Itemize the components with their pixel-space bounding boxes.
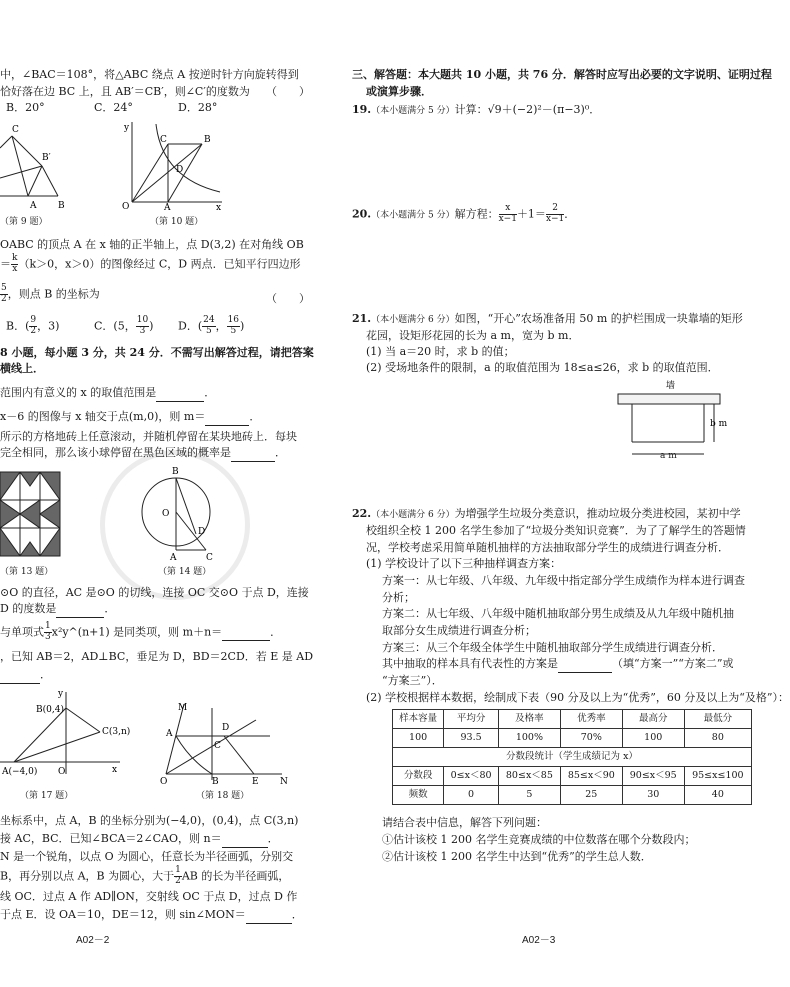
q21-line2: 花园，设矩形花园的长为 a m，宽为 b m． (366, 329, 580, 342)
table-cell: 频数 (393, 786, 444, 805)
q14-line2: D 的度数是 ． (0, 600, 115, 618)
q22-choice-line1: 其中抽取的样本具有代表性的方案是 （填“方案一”“方案二”或 (382, 655, 734, 673)
fig14-label-d: D (198, 527, 206, 537)
fig10-label-o: O (122, 202, 130, 210)
table-cell: 80≤x＜85 (498, 767, 560, 786)
table-cell: 40 (684, 786, 751, 805)
fig10-label-y: y (124, 123, 130, 133)
q10-stem-line3: $\frac{5}{2}$ ，则点 B 的坐标为 (1, 283, 100, 304)
fig9-label-b: B (58, 201, 65, 210)
figure-14-caption: （第 14 题） (158, 567, 212, 577)
q10-option-d: D．( $\frac{24}{5}$ ， $\frac{16}{5}$ ) (178, 315, 245, 336)
table-row (393, 710, 752, 729)
fig17-label-y: y (58, 689, 64, 699)
fig14-label-o: O (162, 509, 170, 519)
table-cell: 85≤x＜90 (560, 767, 622, 786)
fig9-label-c: C (12, 125, 19, 135)
q21-part2: (2) 受场地条件的限制，a 的取值范围为 18≤a≤26，求 b 的取值范围． (366, 361, 719, 374)
q10-stem-line1: OABC 的顶点 A 在 x 轴的正半轴上，点 D(3,2) 在对角线 OB (0, 238, 304, 251)
q16-line1: ，已知 AB＝2，AD⊥BC，垂足为 D，BD＝2CD．若 E 是 AD (0, 650, 314, 663)
fig10-label-x: x (216, 203, 222, 210)
figure-18-caption: （第 18 题） (196, 791, 250, 801)
table-cell: 90≤x＜95 (622, 767, 684, 786)
section-2-heading-line2: 横线上． (0, 362, 44, 375)
q22-part2: (2) 学校根据样本数据，绘制成下表（90 分及以上为“优秀”，60 分及以上为“及格”）： (366, 691, 790, 704)
table-row (393, 786, 752, 805)
q17-line1: 坐标系中，点 A，B 的坐标分别为(−4,0)，(0,4)，点 C(3,n) (0, 814, 299, 827)
fig14-label-c: C (206, 553, 213, 562)
table-row (393, 729, 752, 748)
q18-line3: 线 OC．过点 A 作 AD∥ON，交射线 OC 于点 D，过点 D 作 (0, 890, 298, 903)
q18-line2: B，再分别以点 A，B 为圆心，大于 $\frac{1}{2}$ AB 的长为半径画弧， (0, 865, 290, 886)
q22-line2: 校组织全校 1 200 名学生参加了“垃圾分类知识竞赛”．为了了解学生的答题情 (366, 524, 746, 537)
figure-17-caption: （第 17 题） (20, 791, 74, 801)
fig10-label-c: C (160, 135, 167, 145)
table-cell: 80 (684, 729, 751, 748)
fig14-label-b: B (172, 467, 179, 477)
q17-answer-blank (222, 830, 268, 848)
q22-plan2-line1: 方案二：从七年级、八年级中随机抽取部分男生成绩及从九年级中随机抽 (382, 607, 734, 620)
q22-ask2: ②估计该校 1 200 名学生中达到“优秀”的学生总人数． (382, 850, 652, 863)
left-page-number: A02－2 (76, 935, 110, 946)
q9-option-d: D．28° (178, 101, 218, 114)
q13-answer-blank (231, 444, 275, 462)
fig18-label-d: D (222, 723, 230, 733)
table-cell: 样本容量 (393, 710, 444, 729)
q10-fraction-k-over-x: $\frac{k}{x}$ (12, 253, 18, 274)
table-row (393, 748, 752, 767)
q10-answer-paren: （ ） (266, 292, 310, 305)
table-cell: 0≤x＜80 (444, 767, 499, 786)
q11-text: 范围内有意义的 x 的取值范围是 ． (0, 384, 215, 402)
table-cell: 优秀率 (560, 710, 622, 729)
table-cell: 70% (560, 729, 622, 748)
q22-plan1-line1: 方案一：从七年级、八年级、九年级中指定部分学生成绩作为样本进行调查 (382, 574, 745, 587)
fig18-label-a: A (166, 729, 173, 739)
table-cell: 95≤x≤100 (684, 767, 751, 786)
fig21-width-label: b m (710, 419, 728, 429)
table-cell: 平均分 (444, 710, 499, 729)
table-row (393, 767, 752, 786)
q22-line1: 22.（本小题满分 6 分）为增强学生垃圾分类意识，推动垃圾分类进校园，某初中学 (352, 507, 741, 520)
q14-line1: ⊙O 的直径，AC 是⊙O 的切线，连接 OC 交⊙O 于点 D，连接 (0, 586, 309, 599)
table-cell: 25 (560, 786, 622, 805)
score-statistics-table (392, 709, 752, 805)
q15-text: 与单项式 $\frac{1}{3}$ x²y^(n+1) 是同类项，则 m＋n＝ ． (0, 621, 282, 642)
table-cell: 93.5 (444, 729, 499, 748)
q9-option-b: B．20° (6, 101, 45, 114)
fig10-label-a: A (164, 203, 171, 210)
figure-13-caption: （第 13 题） (0, 567, 54, 577)
fig17-label-o: O (58, 767, 66, 777)
fig18-label-o: O (160, 777, 168, 784)
q19-text: 19.（本小题满分 5 分）计算：√9＋(−2)²－(π−3)⁰． (352, 103, 601, 116)
figure-10-coordinate-plane (118, 118, 228, 210)
q22-plan2-line2: 取部分女生成绩进行调查分析； (382, 624, 536, 637)
section-3-heading-line2: 或演算步骤． (366, 85, 432, 98)
figure-21-garden-diagram (610, 378, 750, 464)
q22-answer-blank (558, 655, 612, 673)
q9-stem-line2: 恰好落在边 BC 上，且 AB′＝CB′，则∠C′的度数为 (0, 85, 250, 98)
left-page (0, 0, 372, 987)
q22-plan3: 方案三：从三个年级全体学生中随机抽取部分学生成绩进行调查分析． (382, 641, 723, 654)
fig18-label-e: E (252, 777, 259, 784)
fig17-label-x: x (112, 765, 118, 775)
q12-answer-blank (205, 408, 249, 426)
q13-line2: 完全相同，那么该小球停留在黑色区域的概率是 ． (0, 444, 286, 462)
table-cell: 分数段 (393, 767, 444, 786)
q21-part1: (1) 当 a＝20 时，求 b 的值； (366, 345, 515, 358)
q13-line1: 所示的方格地砖上任意滚动，并随机停留在某块地砖上．每块 (0, 430, 297, 443)
table-band-title: 分数段统计（学生成绩记为 x） (393, 748, 752, 767)
table-cell: 30 (622, 786, 684, 805)
fig14-label-a: A (170, 553, 177, 562)
q22-choice-line2: “方案三”）． (382, 674, 443, 687)
q10-option-b: B．( $\frac{9}{2}$ ，3) (6, 315, 60, 336)
table-cell: 最高分 (622, 710, 684, 729)
table-cell: 5 (498, 786, 560, 805)
figure-13-tile-grid (0, 470, 64, 558)
q18-answer-blank (246, 906, 292, 924)
q22-plan1-line2: 分析； (382, 591, 415, 604)
q22-ask1: ①估计该校 1 200 名学生竞赛成绩的中位数落在哪个分数段内； (382, 833, 696, 846)
figure-14-circle-tangent (140, 462, 220, 562)
q10-fraction-area: $\frac{5}{2}$ (1, 283, 7, 304)
table-cell: 100 (393, 729, 444, 748)
right-page (352, 0, 790, 987)
table-cell: 最低分 (684, 710, 751, 729)
section-3-heading-line1: 三、解答题：本大题共 10 小题，共 76 分．解答时应写出必要的文字说明、证明过程 (352, 68, 772, 81)
q16-answer-blank (0, 666, 40, 684)
q12-text: x－6 的图像与 x 轴交于点(m,0)，则 m＝ ． (0, 408, 260, 426)
q10-option-c: C．(5， $\frac{10}{3}$ ) (94, 315, 154, 336)
section-2-heading-line1: 8 小题，每小题 3 分，共 24 分．不需写出解答过程，请把答案 (0, 346, 314, 359)
right-page-number: A02－3 (522, 935, 556, 946)
figure-9-triangles (0, 118, 90, 210)
q18-line1: N 是一个锐角，以点 O 为圆心，任意长为半径画弧，分别交 (0, 850, 294, 863)
q11-answer-blank (156, 384, 204, 402)
q22-ask: 请结合表中信息，解答下列问题： (382, 816, 547, 829)
q21-line1: 21.（本小题满分 6 分）如图，“开心”农场准备用 50 m 的护栏围成一块靠墙的矩形 (352, 312, 743, 325)
fig18-label-b: B (212, 777, 219, 784)
figure-18-angle-construction (160, 700, 290, 784)
q9-answer-paren: （ ） (266, 85, 310, 98)
q22-part1: (1) 学校设计了以下三种抽样调查方案： (366, 557, 562, 570)
fig10-label-b: B (204, 135, 211, 145)
fig17-label-b: B(0,4) (36, 705, 64, 715)
fig17-label-c: C(3,n) (102, 727, 130, 737)
q17-line2: 接 AC，BC．已知∠BCA＝2∠CAO，则 n＝ ． (0, 830, 279, 848)
fig10-label-d: D (176, 165, 184, 175)
q18-line4: 于点 E．设 OA＝10，DE＝12，则 sin∠MON＝ ． (0, 906, 303, 924)
q14-answer-blank (56, 600, 104, 618)
q16-line2: ． (0, 666, 51, 684)
fig18-label-c: C (214, 741, 221, 751)
q15-answer-blank (222, 623, 270, 641)
q22-line3: 况，学校考虑采用简单随机抽样的方法抽取部分学生的成绩进行调查分析． (366, 541, 729, 554)
table-cell: 100% (498, 729, 560, 748)
fig21-length-label: a m (660, 451, 677, 461)
q20-text: 20.（本小题满分 5 分）解方程： $\frac{x}{x-1}$ ＋1＝ $\frac{2}{x-1}$ ． (352, 203, 576, 224)
table-cell: 及格率 (498, 710, 560, 729)
figure-9-caption: （第 9 题） (0, 217, 48, 227)
q9-stem-line1: 中，∠BAC＝108°，将△ABC 绕点 A 按逆时针方向旋转得到 (0, 68, 299, 81)
q10-stem-line2: ＝ $\frac{k}{x}$ （k＞0，x＞0）的图像经过 C，D 两点．已知平行四边形 (0, 253, 301, 274)
fig18-label-m: M (178, 703, 188, 713)
fig18-label-n: N (280, 777, 288, 784)
figure-17-coordinate-triangle (0, 686, 130, 778)
q9-option-c: C．24° (94, 101, 133, 114)
table-cell: 0 (444, 786, 499, 805)
fig21-wall-label: 墙 (666, 381, 676, 391)
figure-10-caption: （第 10 题） (150, 217, 204, 227)
fig9-label-a: A (30, 201, 37, 210)
table-cell: 100 (622, 729, 684, 748)
fig17-label-a: A(−4,0) (2, 767, 38, 777)
fig9-label-bprime: B′ (42, 153, 51, 163)
